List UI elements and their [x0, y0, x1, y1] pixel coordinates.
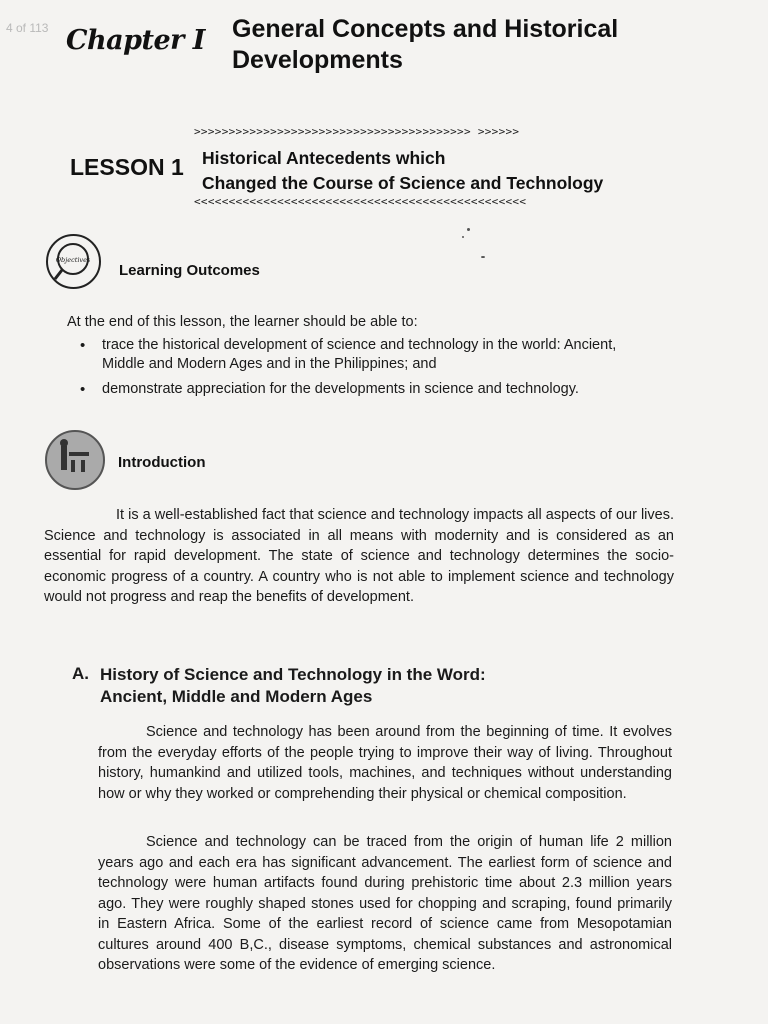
section-a-paragraph: Science and technology has been around from the beginning of time. It evolves from the everyday efforts of the people trying to improve their way of living. Throughout history, humankind and utilized tools, machines, and techniques without understanding how or why they worked or comprehending their physical or chemical composition. — [98, 724, 672, 802]
section-a-title-line-1: History of Science and Technology in the Word: — [100, 665, 486, 684]
objectives-magnifier-icon — [46, 234, 101, 289]
outcome-item: • trace the historical development of science and technology in the world: Ancient, Middle and Modern Ages and in the Philippines; and — [80, 336, 660, 374]
outcomes-list — [80, 336, 660, 405]
section-a-title — [100, 664, 620, 708]
lesson-arrows-bottom: <<<<<<<<<<<<<<<<<<<<<<<<<<<<<<<<<<<<<<<<<<<<<<<< — [194, 195, 527, 208]
chapter-title: General Concepts and Historical Developments — [232, 15, 619, 74]
scan-speck — [467, 228, 470, 231]
lesson-title-line-1: Historical Antecedents which — [202, 148, 446, 168]
introduction-icon — [45, 430, 105, 490]
section-a-paragraph: Science and technology can be traced from the origin of human life 2 million years ago and each era has significant advancement. The earliest form of science and technology were human artifacts found during prehistoric time about 2.3 million years ago. They were roughly shaped stones used for chopping and scraping, found primarily in Eastern Africa. Some of the earliest record of science came from Mesopotamian cultures around 400 B,C., disease symptoms, chemical substances and astronomical observations were some of the evidence of emerging science. — [98, 834, 672, 973]
lesson-label: LESSON 1 — [70, 154, 184, 180]
outcomes-lead-text: At the end of this lesson, the learner should be able to: — [67, 314, 418, 330]
outcome-item: • demonstrate appreciation for the developments in science and technology. — [80, 380, 660, 399]
lesson-arrows-top: >>>>>>>>>>>>>>>>>>>>>>>>>>>>>>>>>>>>>>>> >>>>>> — [194, 125, 520, 138]
chapter-label: Chapter I — [66, 25, 205, 56]
objectives-icon-graphic — [48, 236, 99, 287]
learning-outcomes-heading: Learning Outcomes — [119, 262, 260, 279]
lesson-title-line-2: Changed the Course of Science and Technology — [202, 173, 604, 193]
introduction-icon-graphic — [47, 432, 103, 488]
scan-speck — [481, 256, 485, 258]
objectives-icon-label: Objectives — [55, 256, 91, 264]
lesson-title — [202, 146, 672, 196]
introduction-paragraph: It is a well-established fact that science and technology impacts all aspects of our lives. Science and technology is associated in all means with modernity and is considered as an essential for rapid development. The state of science and technology determines the socio-economic progress of a country. A country who is not able to implement science and technology would not progress and reap the benefits of development. — [44, 507, 674, 605]
introduction-heading: Introduction — [118, 454, 206, 471]
section-a-letter: A. — [72, 664, 89, 683]
section-a-title-line-2: Ancient, Middle and Modern Ages — [100, 687, 373, 706]
page-indicator: 4 of 113 — [6, 21, 49, 35]
scan-speck — [462, 236, 464, 238]
